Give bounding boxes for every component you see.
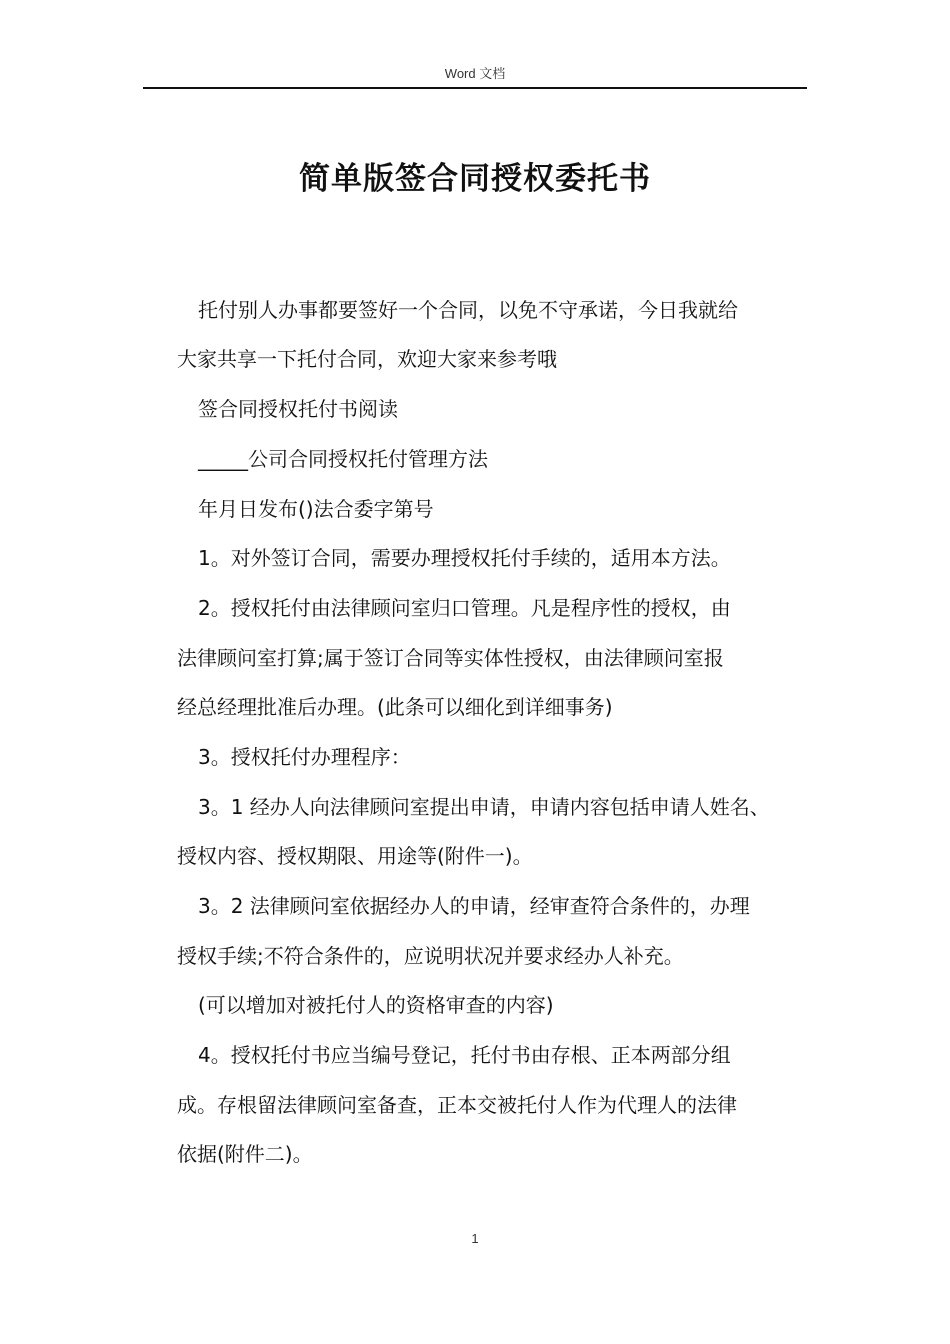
paragraph-line: 3。授权托付办理程序： bbox=[198, 745, 411, 769]
paragraph-line: 3。2 法律顾问室依据经办人的申请，经审查符合条件的，办理 bbox=[198, 894, 750, 918]
paragraph-line: _____公司合同授权托付管理方法 bbox=[198, 447, 488, 471]
page-header: Word 文档 bbox=[444, 66, 506, 81]
paragraph-line: 年月日发布()法合委字第号 bbox=[198, 497, 434, 521]
paragraph-line: 大家共享一下托付合同，欢迎大家来参考哦 bbox=[177, 347, 557, 371]
paragraph-line: 成。存根留法律顾问室备查，正本交被托付人作为代理人的法律 bbox=[177, 1093, 737, 1117]
paragraph-line: 2。授权托付由法律顾问室归口管理。凡是程序性的授权，由 bbox=[198, 596, 731, 620]
paragraph-line: 授权内容、授权期限、用途等(附件一)。 bbox=[177, 844, 533, 868]
paragraph-line: 1。对外签订合同，需要办理授权托付手续的，适用本方法。 bbox=[198, 546, 731, 570]
paragraph-line: 授权手续;不符合条件的，应说明状况并要求经办人补充。 bbox=[177, 944, 684, 968]
document-title: 简单版签合同授权委托书 bbox=[299, 161, 651, 197]
paragraph-line: 托付别人办事都要签好一个合同，以免不守承诺，今日我就给 bbox=[198, 298, 738, 322]
header-divider bbox=[143, 87, 807, 89]
paragraph-line: 依据(附件二)。 bbox=[177, 1142, 313, 1166]
paragraph-line: (可以增加对被托付人的资格审查的内容) bbox=[198, 993, 554, 1017]
paragraph-line: 4。授权托付书应当编号登记，托付书由存根、正本两部分组 bbox=[198, 1043, 731, 1067]
paragraph-line: 经总经理批准后办理。(此条可以细化到详细事务) bbox=[177, 695, 613, 719]
page-number: 1 bbox=[471, 1231, 479, 1246]
paragraph-line: 3。1 经办人向法律顾问室提出申请，申请内容包括申请人姓名、 bbox=[198, 795, 770, 819]
paragraph-line: 法律顾问室打算;属于签订合同等实体性授权，由法律顾问室报 bbox=[177, 646, 724, 670]
paragraph-line: 签合同授权托付书阅读 bbox=[198, 397, 398, 421]
